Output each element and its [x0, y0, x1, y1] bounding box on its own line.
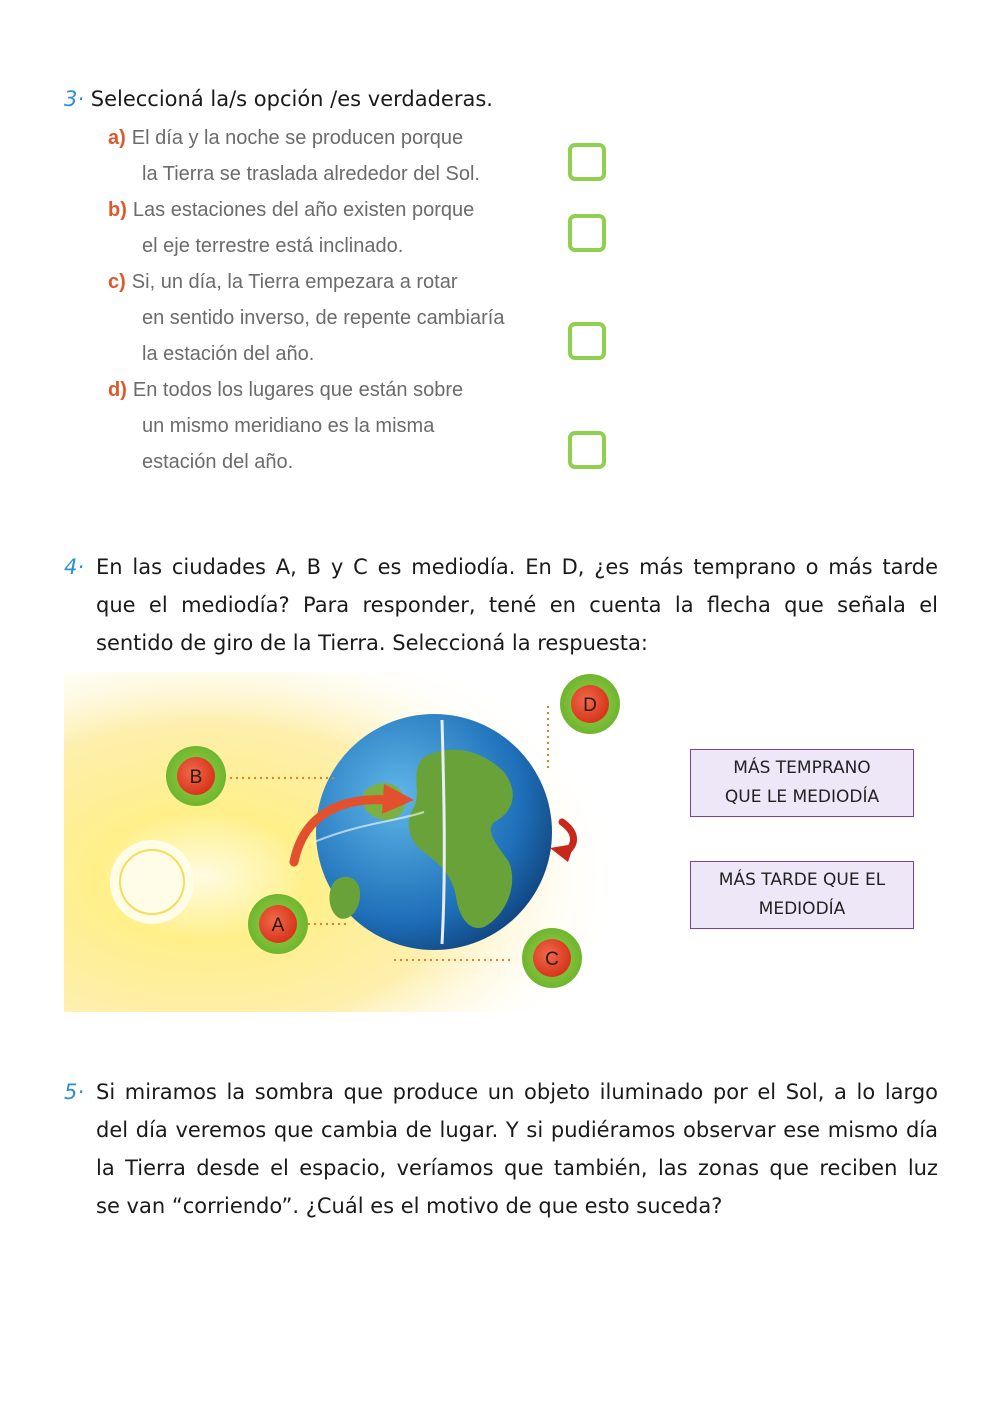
question-text-line: En las ciudades A, B y C es mediodía. En D, ¿es más temprano o más tarde [96, 555, 938, 579]
question-5-number [64, 1073, 84, 1111]
question-number: 3· [64, 87, 85, 111]
question-4-number [64, 548, 84, 586]
option-a-checkbox[interactable] [568, 143, 606, 181]
option-c [108, 264, 504, 372]
option-b [108, 192, 474, 264]
city-d-label: D [583, 695, 597, 716]
answer-text: MÁS TEMPRANO [733, 758, 871, 778]
question-number: 4· [64, 555, 85, 579]
question-text-line: Si miramos la sombra que produce un objeto iluminado por el Sol, a lo largo [96, 1080, 938, 1104]
answer-text: MEDIODÍA [758, 899, 846, 919]
option-text: en sentido inverso, de repente cambiaría [142, 307, 505, 329]
question-3-heading [64, 80, 493, 118]
option-d-checkbox[interactable] [568, 431, 606, 469]
question-text-line: sentido de giro de la Tierra. Seleccioná la respuesta: [96, 631, 648, 655]
option-a [108, 120, 480, 192]
option-letter: a) [108, 127, 126, 149]
question-text-line: la Tierra desde el espacio, veríamos que también, las zonas que reciben luz [96, 1156, 938, 1180]
option-text: Si, un día, la Tierra empezara a rotar [131, 271, 458, 293]
answer-option-later[interactable] [690, 861, 914, 929]
question-text-line: se van “corriendo”. ¿Cuál es el motivo de que esto suceda? [96, 1194, 723, 1218]
option-text: estación del año. [142, 451, 294, 473]
city-b-marker [166, 746, 226, 806]
question-5-text [96, 1073, 938, 1225]
option-d [108, 372, 463, 480]
option-b-checkbox[interactable] [568, 214, 606, 252]
option-text: un mismo meridiano es la misma [142, 415, 435, 437]
option-letter: c) [108, 271, 126, 293]
question-3-prompt: Seleccioná la/s opción /es verdaderas. [90, 87, 493, 111]
option-text: la Tierra se traslada alrededor del Sol. [142, 163, 480, 185]
answer-option-earlier[interactable] [690, 749, 914, 817]
option-text: el eje terrestre está inclinado. [142, 235, 404, 257]
sun-icon [110, 840, 194, 924]
city-a-marker [248, 894, 308, 954]
city-c-label: C [545, 949, 559, 970]
option-c-checkbox[interactable] [568, 322, 606, 360]
option-text: Las estaciones del año existen porque [132, 199, 475, 221]
earth-rotation-diagram [64, 672, 624, 1012]
question-text-line: del día veremos que cambia de lugar. Y si pudiéramos observar ese mismo día [96, 1118, 938, 1142]
city-a-label: A [271, 915, 285, 936]
city-c-marker [522, 928, 582, 988]
city-b-label: B [189, 767, 203, 788]
city-d-marker [560, 674, 620, 734]
option-text: El día y la noche se producen porque [131, 127, 464, 149]
option-text: la estación del año. [142, 343, 315, 365]
option-letter: d) [108, 379, 127, 401]
question-4-text [96, 548, 938, 662]
question-text-line: que el mediodía? Para responder, tené en cuenta la flecha que señala el [96, 593, 938, 617]
option-text: En todos los lugares que están sobre [132, 379, 464, 401]
answer-text: MÁS TARDE QUE EL [718, 870, 886, 890]
answer-text: QUE LE MEDIODÍA [724, 787, 880, 807]
option-letter: b) [108, 199, 127, 221]
question-number: 5· [64, 1080, 85, 1104]
